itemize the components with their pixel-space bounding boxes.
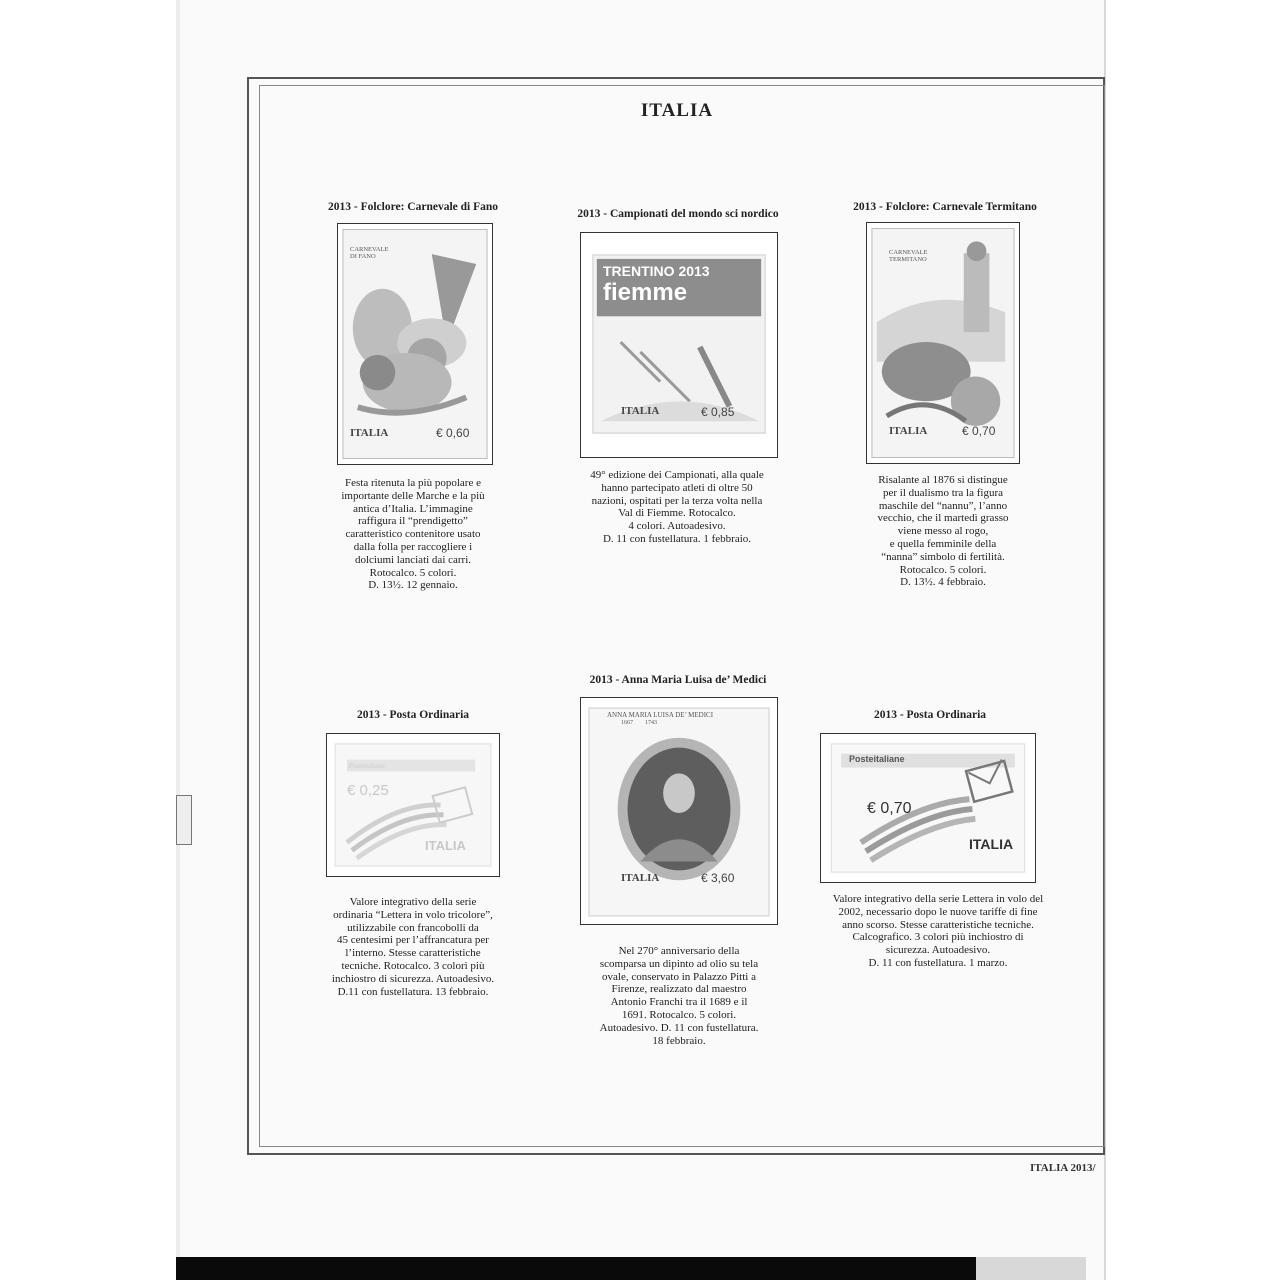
stamp-value: € 3,60 bbox=[701, 871, 735, 885]
stamp-value: € 0,70 bbox=[867, 800, 912, 817]
stamp-mount-carnevale-fano bbox=[337, 223, 493, 465]
stamp-header: Posteitaliane bbox=[349, 762, 385, 770]
stamp-country: ITALIA bbox=[889, 425, 928, 437]
stamp-subheader: fiemme bbox=[603, 279, 688, 306]
stamp-title-medici: 2013 - Anna Maria Luisa de’ Medici bbox=[589, 674, 767, 686]
bottom-strip-light bbox=[976, 1257, 1086, 1280]
stamp-mount-carnevale-termitano bbox=[866, 222, 1020, 464]
sheet-hinge bbox=[176, 0, 180, 1280]
stamp-description: Valore integrativo della serie ordinaria “Lettera in volo tricolore”, utilizzabile con francobolli da 45 centesimi per l’affrancatura per l’interno. Stesse caratteristiche tecniche. Rotocalco. 3 colori più inchiostro di sicurezza. Autoadesivo. D.11 con fustellatura. 13 febbraio. bbox=[331, 896, 495, 998]
stamp-header: ANNA MARIA LUISA DE’ MEDICI bbox=[607, 711, 714, 719]
stamp-country: ITALIA bbox=[621, 405, 660, 417]
stamp-value: € 0,25 bbox=[347, 782, 389, 799]
stamp-header: TRENTINO 2013 bbox=[603, 263, 710, 279]
stamp-description: Nel 270° anniversario della scomparsa un dipinto ad olio su tela ovale, conservato in Palazzo Pitti a Firenze, realizzato dal maestro Antonio Franchi tra il 1689 e il 1691. Rotocalco. 5 colori. Autoadesivo. D. 11 con fustellatura. 18 febbraio. bbox=[599, 945, 759, 1047]
stamp-mount-posta-ordinaria-025 bbox=[326, 733, 500, 877]
bottom-strip bbox=[176, 1257, 1086, 1280]
page-footer: ITALIA 2013/ bbox=[1030, 1162, 1096, 1174]
stamp-title-carnevale-termitano: 2013 - Folclore: Carnevale Termitano bbox=[853, 201, 1037, 213]
stamp-header: CARNEVALE DI FANO bbox=[350, 246, 389, 260]
stamp-title-posta-ordinaria-070: 2013 - Posta Ordinaria bbox=[873, 709, 987, 721]
stamp-description: Valore integrativo della serie Lettera in volo del 2002, necessario dopo le nuove tariffe di fine anno scorso. Stesse caratteristiche tecniche. Calcografico. 3 colori più inchiostro di sicurezza. Autoadesivo. D. 11 con fustellatura. 1 marzo. bbox=[832, 893, 1044, 969]
stamp-mount-medici bbox=[580, 697, 778, 925]
side-tab bbox=[176, 795, 192, 845]
stamp-description: Festa ritenuta la più popolare e importante delle Marche e la più antica d’Italia. L’immagine raffigura il “prendigetto” caratteristico contenitore usato dalla folla per raccogliere i dolciumi lanciati dai carri. Rotocalco. 5 colori. D. 13½. 12 gennaio. bbox=[341, 477, 485, 592]
page-title: ITALIA bbox=[640, 100, 714, 121]
stamp-description: Risalante al 1876 si distingue per il dualismo tra la figura maschile del “nannu”, l’anno vecchio, che il martedì grasso viene messo al rogo, e quella femminile della “nanna” simbolo di fertilità. Rotocalco. 5 colori. D. 13½. 4 febbraio. bbox=[877, 474, 1009, 589]
stamp-title-sci-nordico: 2013 - Campionati del mondo sci nordico bbox=[577, 208, 779, 220]
stamp-value: € 0,70 bbox=[962, 424, 996, 438]
stamp-title-carnevale-fano: 2013 - Folclore: Carnevale di Fano bbox=[327, 201, 499, 213]
stamp-country: ITALIA bbox=[350, 427, 389, 439]
stamp-image-posta-ordinaria-025 bbox=[327, 734, 499, 876]
stamp-years: 1667 1743 bbox=[621, 720, 657, 726]
stamp-country: ITALIA bbox=[969, 836, 1014, 852]
stamp-mount-posta-ordinaria-070 bbox=[820, 733, 1036, 883]
stamp-description: 49° edizione dei Campionati, alla quale hanno partecipato atleti di oltre 50 nazioni, ospitati per la terza volta nella Val di Fiemme. Rotocalco. 4 colori. Autoadesivo. D. 11 con fustellatura. 1 febbraio. bbox=[590, 469, 764, 545]
stamp-mount-sci-nordico bbox=[580, 232, 778, 458]
stamp-country: ITALIA bbox=[621, 872, 660, 884]
stamp-title-posta-ordinaria-025: 2013 - Posta Ordinaria bbox=[356, 709, 470, 721]
stamp-country: ITALIA bbox=[425, 838, 466, 853]
stamp-header: CARNEVALE TERMITANO bbox=[889, 249, 928, 263]
stamp-value: € 0,85 bbox=[701, 405, 735, 419]
stamp-image-medici bbox=[581, 698, 777, 924]
stamp-value: € 0,60 bbox=[436, 426, 470, 440]
stamp-header: Posteitaliane bbox=[849, 754, 905, 764]
